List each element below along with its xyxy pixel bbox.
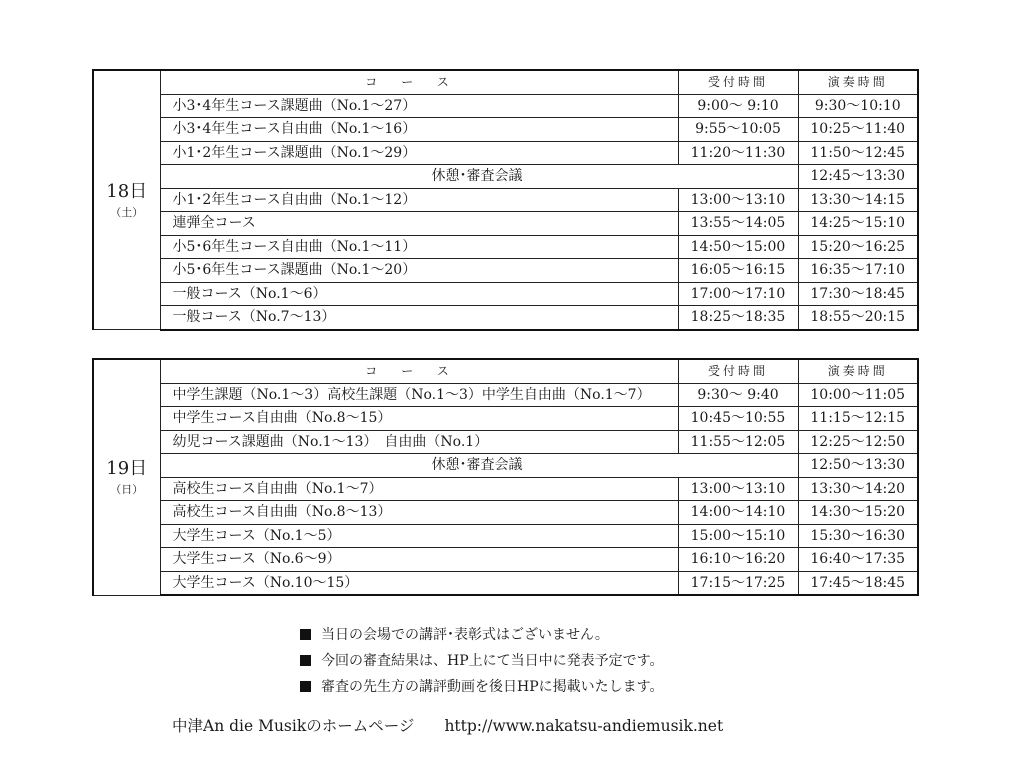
- table-row: [93, 94, 918, 118]
- table-row: [93, 501, 918, 525]
- reception-time: 14:00～14:10: [678, 501, 798, 525]
- break-label: 休憩･審査会議: [160, 165, 798, 189]
- course-name: 大学生コース（No.6～9）: [160, 548, 678, 572]
- reception-time: 10:45～10:55: [678, 407, 798, 431]
- performance-time: 9:30～10:10: [798, 94, 918, 118]
- reception-time: 17:00～17:10: [678, 282, 798, 306]
- header-course: コース: [160, 70, 678, 94]
- footer-label: 中津An die Musikのホームページ: [172, 717, 415, 735]
- course-name: 連弾全コース: [160, 212, 678, 236]
- table-row: [93, 259, 918, 283]
- homepage-link[interactable]: http://www.nakatsu-andiemusik.net: [444, 717, 724, 735]
- break-time: 12:45～13:30: [798, 165, 918, 189]
- break-label: 休憩･審査会議: [160, 454, 798, 478]
- header-row: [93, 70, 918, 94]
- table-row: [93, 430, 918, 454]
- reception-time: 14:50～15:00: [678, 235, 798, 259]
- table-row: [93, 188, 918, 212]
- performance-time: 14:25～15:10: [798, 212, 918, 236]
- course-name: 小5･6年生コース課題曲（No.1～20）: [160, 259, 678, 283]
- course-name: 大学生コース（No.1～5）: [160, 524, 678, 548]
- table-row: [93, 477, 918, 501]
- header-course: コース: [160, 359, 678, 383]
- table-row: [93, 548, 918, 572]
- header-performance: 演奏時間: [798, 70, 918, 94]
- break-row: [93, 454, 918, 478]
- reception-time: 18:25～18:35: [678, 306, 798, 330]
- schedule-table-day-18: [92, 69, 919, 331]
- reception-time: 16:10～16:20: [678, 548, 798, 572]
- course-name: 高校生コース自由曲（No.1～7）: [160, 477, 678, 501]
- performance-time: 15:20～16:25: [798, 235, 918, 259]
- reception-time: 13:00～13:10: [678, 188, 798, 212]
- performance-time: 16:35～17:10: [798, 259, 918, 283]
- table-row: [93, 306, 918, 330]
- reception-time: 9:55～10:05: [678, 118, 798, 142]
- header-row: [93, 359, 918, 383]
- course-name: 小3･4年生コース課題曲（No.1～27）: [160, 94, 678, 118]
- performance-time: 11:50～12:45: [798, 141, 918, 165]
- day-weekday: （土）: [110, 206, 144, 220]
- table-row: [93, 571, 918, 595]
- performance-time: 13:30～14:15: [798, 188, 918, 212]
- reception-time: 9:00～ 9:10: [678, 94, 798, 118]
- day-date: 19日: [106, 457, 148, 479]
- performance-time: 17:30～18:45: [798, 282, 918, 306]
- reception-time: 16:05～16:15: [678, 259, 798, 283]
- table-row: [93, 141, 918, 165]
- performance-time: 10:00～11:05: [798, 383, 918, 407]
- notes-list: [300, 622, 664, 700]
- reception-time: 17:15～17:25: [678, 571, 798, 595]
- performance-time: 10:25～11:40: [798, 118, 918, 142]
- course-name: 高校生コース自由曲（No.8～13）: [160, 501, 678, 525]
- reception-time: 13:00～13:10: [678, 477, 798, 501]
- square-bullet-icon: [300, 655, 311, 666]
- header-reception: 受付時間: [678, 70, 798, 94]
- day-date: 18日: [106, 180, 148, 202]
- reception-time: 11:20～11:30: [678, 141, 798, 165]
- performance-time: 13:30～14:20: [798, 477, 918, 501]
- course-name: 小1･2年生コース課題曲（No.1～29）: [160, 141, 678, 165]
- performance-time: 16:40～17:35: [798, 548, 918, 572]
- reception-time: 13:55～14:05: [678, 212, 798, 236]
- performance-time: 15:30～16:30: [798, 524, 918, 548]
- performance-time: 17:45～18:45: [798, 571, 918, 595]
- day-weekday: （日）: [110, 483, 144, 497]
- table-row: [93, 235, 918, 259]
- course-name: 幼児コース課題曲（No.1～13） 自由曲（No.1）: [160, 430, 678, 454]
- note-item: 当日の会場での講評･表彰式はございません。: [300, 622, 664, 648]
- course-name: 一般コース（No.7～13）: [160, 306, 678, 330]
- performance-time: 14:30～15:20: [798, 501, 918, 525]
- performance-time: 12:25～12:50: [798, 430, 918, 454]
- day-cell: [93, 359, 160, 595]
- reception-time: 15:00～15:10: [678, 524, 798, 548]
- square-bullet-icon: [300, 681, 311, 692]
- footer: [172, 714, 723, 736]
- table-row: [93, 407, 918, 431]
- reception-time: 9:30～ 9:40: [678, 383, 798, 407]
- course-name: 中学生コース自由曲（No.8～15）: [160, 407, 678, 431]
- performance-time: 11:15～12:15: [798, 407, 918, 431]
- course-name: 小3･4年生コース自由曲（No.1～16）: [160, 118, 678, 142]
- course-name: 一般コース（No.1～6）: [160, 282, 678, 306]
- course-name: 小5･6年生コース自由曲（No.1～11）: [160, 235, 678, 259]
- header-performance: 演奏時間: [798, 359, 918, 383]
- performance-time: 18:55～20:15: [798, 306, 918, 330]
- table-row: [93, 383, 918, 407]
- note-item: 審査の先生方の講評動画を後日HPに掲載いたします。: [300, 674, 664, 700]
- header-reception: 受付時間: [678, 359, 798, 383]
- day-cell: [93, 70, 160, 330]
- course-name: 小1･2年生コース自由曲（No.1～12）: [160, 188, 678, 212]
- note-item: 今回の審査結果は、HP上にて当日中に発表予定です。: [300, 648, 664, 674]
- schedule-table-day-19: [92, 358, 919, 596]
- square-bullet-icon: [300, 629, 311, 640]
- break-row: [93, 165, 918, 189]
- course-name: 中学生課題（No.1～3）高校生課題（No.1～3）中学生自由曲（No.1～7）: [160, 383, 678, 407]
- table-row: [93, 282, 918, 306]
- break-time: 12:50～13:30: [798, 454, 918, 478]
- course-name: 大学生コース（No.10～15）: [160, 571, 678, 595]
- table-row: [93, 524, 918, 548]
- table-row: [93, 212, 918, 236]
- table-row: [93, 118, 918, 142]
- reception-time: 11:55～12:05: [678, 430, 798, 454]
